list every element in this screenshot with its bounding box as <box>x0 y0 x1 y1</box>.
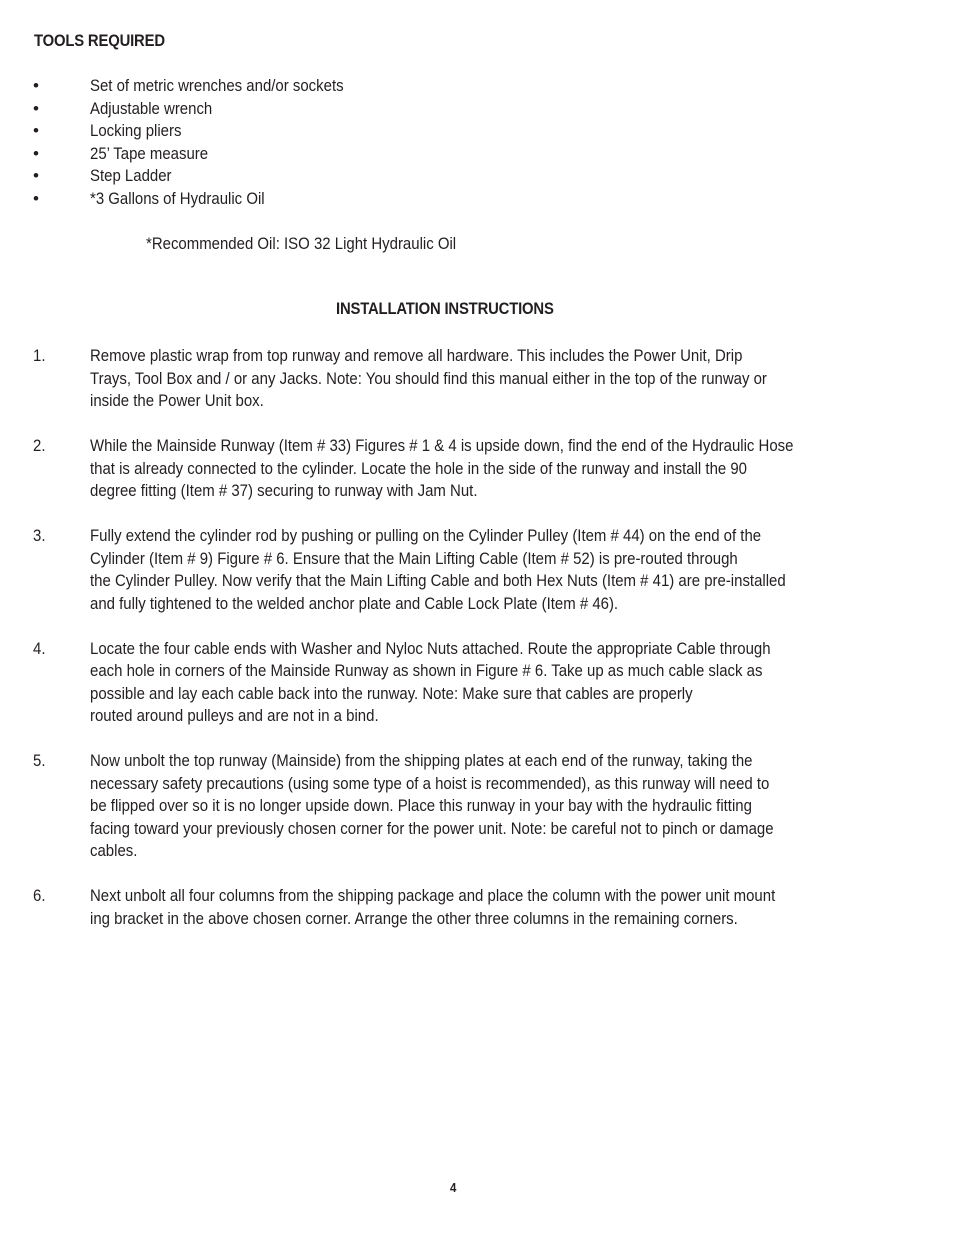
step-text-line: that is already connected to the cylinder. Locate the hole in the side of the runway and install the 90 <box>90 458 748 478</box>
step-3 <box>33 525 933 615</box>
installation-instructions-heading: INSTALLATION INSTRUCTIONS <box>336 300 554 318</box>
step-text-line: routed around pulleys and are not in a bind. <box>90 706 379 725</box>
step-text-line: Remove plastic wrap from top runway and remove all hardware. This includes the Power Unit, Drip <box>90 346 743 365</box>
tool-item-text: *3 Gallons of Hydraulic Oil <box>90 188 265 208</box>
step-6 <box>33 885 933 930</box>
tool-item-text: Step Ladder <box>90 166 172 185</box>
step-text-line: Locate the four cable ends with Washer and Nyloc Nuts attached. Route the appropriate Cable through <box>90 638 771 658</box>
step-number: 1. <box>33 346 46 365</box>
step-number: 3. <box>33 526 46 545</box>
step-text-line: While the Mainside Runway (Item # 33) Figures # 1 & 4 is upside down, find the end of the Hydraulic Hose <box>90 436 794 455</box>
tools-list <box>33 75 833 210</box>
list-item <box>33 165 833 188</box>
list-item <box>33 143 833 166</box>
step-5 <box>33 750 933 863</box>
installation-steps <box>33 345 933 953</box>
step-number: 6. <box>33 886 46 905</box>
tool-item-text: Locking pliers <box>90 121 182 140</box>
tool-item-text: 25’ Tape measure <box>90 143 209 163</box>
step-number: 4. <box>33 638 46 658</box>
list-item <box>33 120 833 143</box>
step-text-line: facing toward your previously chosen corner for the power unit. Note: be careful not to pinch or damage <box>90 818 774 838</box>
step-4 <box>33 638 933 728</box>
bullet-icon: • <box>33 76 39 95</box>
bullet-icon: • <box>33 188 39 208</box>
recommended-oil-note: *Recommended Oil: ISO 32 Light Hydraulic Oil <box>146 234 457 253</box>
step-text-line: Cylinder (Item # 9) Figure # 6. Ensure that the Main Lifting Cable (Item # 52) is pre-routed through <box>90 548 738 568</box>
step-number: 2. <box>33 436 46 455</box>
page-number: 4 <box>450 1180 457 1195</box>
step-text-line: Now unbolt the top runway (Mainside) from the shipping plates at each end of the runway, taking the <box>90 751 753 770</box>
list-item <box>33 188 833 211</box>
step-1 <box>33 345 933 413</box>
bullet-icon: • <box>33 143 39 163</box>
tool-item-text: Set of metric wrenches and/or sockets <box>90 76 344 95</box>
step-text-line: Trays, Tool Box and / or any Jacks. Note: You should find this manual either in the top of the runway or <box>90 368 767 388</box>
step-text-line: possible and lay each cable back into the runway. Note: Make sure that cables are properly <box>90 683 693 703</box>
bullet-icon: • <box>33 166 39 185</box>
step-number: 5. <box>33 751 46 770</box>
step-text-line: Next unbolt all four columns from the shipping package and place the column with the power unit mount <box>90 886 776 905</box>
list-item <box>33 75 833 98</box>
step-text-line: be flipped over so it is no longer upside down. Place this runway in your bay with the hydraulic fitting <box>90 796 752 815</box>
step-text-line: ing bracket in the above chosen corner. Arrange the other three columns in the remaining corners. <box>90 908 738 928</box>
step-text-line: each hole in corners of the Mainside Runway as shown in Figure # 6. Take up as much cable slack as <box>90 661 763 680</box>
bullet-icon: • <box>33 121 39 140</box>
tool-item-text: Adjustable wrench <box>90 98 213 118</box>
step-text-line: and fully tightened to the welded anchor plate and Cable Lock Plate (Item # 46). <box>90 593 619 613</box>
step-text-line: degree fitting (Item # 37) securing to runway with Jam Nut. <box>90 481 478 500</box>
bullet-icon: • <box>33 98 39 118</box>
tools-required-heading: TOOLS REQUIRED <box>34 32 165 50</box>
step-2 <box>33 435 933 503</box>
step-text-line: cables. <box>90 841 138 860</box>
list-item <box>33 98 833 121</box>
step-text-line: inside the Power Unit box. <box>90 391 264 410</box>
step-text-line: necessary safety precautions (using some type of a hoist is recommended), as this runway will need to <box>90 773 770 793</box>
step-text-line: the Cylinder Pulley. Now verify that the Main Lifting Cable and both Hex Nuts (Item # 41) are pre-installed <box>90 571 786 590</box>
step-text-line: Fully extend the cylinder rod by pushing or pulling on the Cylinder Pulley (Item # 44) on the end of the <box>90 526 762 545</box>
